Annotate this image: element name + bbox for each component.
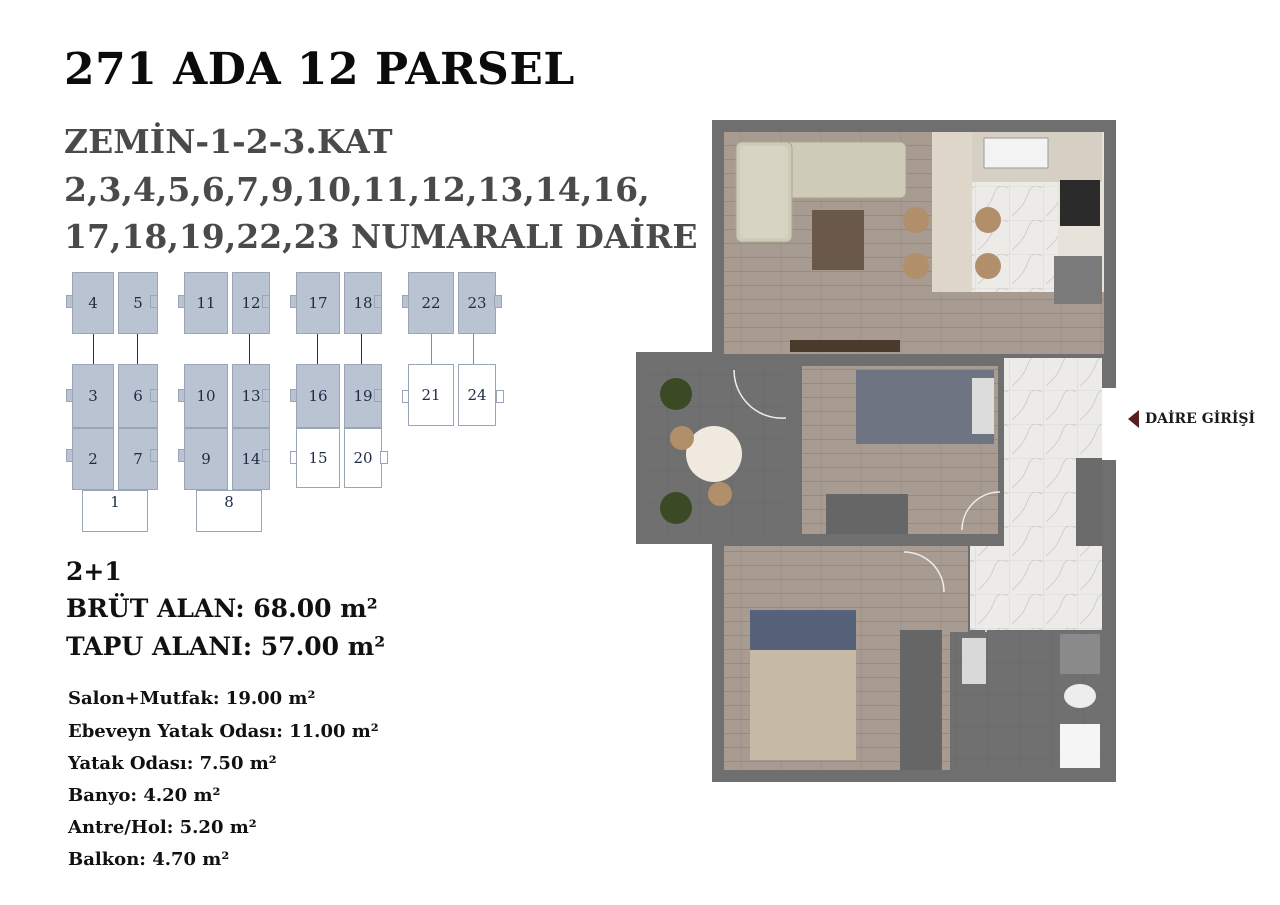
shower xyxy=(1060,724,1100,768)
stool-2 xyxy=(903,253,929,279)
entrance-door xyxy=(1102,388,1116,460)
unit-22[interactable]: 22 xyxy=(408,272,454,334)
room-area-bedroom: Yatak Odası: 7.50 m² xyxy=(68,753,277,774)
page-title: 271 ADA 12 PARSEL xyxy=(64,44,575,95)
washbasin xyxy=(962,638,986,684)
stool-4 xyxy=(975,253,1001,279)
unit-18[interactable]: 18 xyxy=(344,272,382,334)
unit-2[interactable]: 2 xyxy=(72,428,114,490)
unit-16[interactable]: 16 xyxy=(296,364,340,428)
cooktop xyxy=(1060,180,1100,226)
unit-21[interactable]: 21 xyxy=(408,364,454,426)
floor-plan xyxy=(636,118,1118,784)
stool-3 xyxy=(975,207,1001,233)
unit-20[interactable]: 20 xyxy=(344,428,382,488)
toilet xyxy=(1064,684,1096,708)
unit-12[interactable]: 12 xyxy=(232,272,270,334)
balcony-table xyxy=(686,426,742,482)
sink xyxy=(984,138,1048,168)
plant-2 xyxy=(660,492,692,524)
unit-type: 2+1 xyxy=(66,557,122,586)
entrance-arrow-icon xyxy=(1128,410,1139,428)
room-area-master-bedroom: Ebeveyn Yatak Odası: 11.00 m² xyxy=(68,721,379,742)
floors-label: ZEMİN-1-2-3.KAT xyxy=(64,122,393,161)
tv-unit xyxy=(790,340,900,352)
key-plan xyxy=(0,0,520,545)
unit-6[interactable]: 6 xyxy=(118,364,158,428)
unit-5[interactable]: 5 xyxy=(118,272,158,334)
unit-8[interactable]: 8 xyxy=(196,490,262,532)
plant-1 xyxy=(660,378,692,410)
deed-area: TAPU ALANI: 57.00 m² xyxy=(66,632,386,661)
coffee-table xyxy=(812,210,864,270)
fridge xyxy=(1054,256,1102,304)
unit-11[interactable]: 11 xyxy=(184,272,228,334)
unit-17[interactable]: 17 xyxy=(296,272,340,334)
unit-14[interactable]: 14 xyxy=(232,428,270,490)
unit-23[interactable]: 23 xyxy=(458,272,496,334)
unit-3[interactable]: 3 xyxy=(72,364,114,428)
unit-13[interactable]: 13 xyxy=(232,364,270,428)
unit-15[interactable]: 15 xyxy=(296,428,340,488)
unit-1[interactable]: 1 xyxy=(82,490,148,532)
unit-4[interactable]: 4 xyxy=(72,272,114,334)
room-area-bathroom: Banyo: 4.20 m² xyxy=(68,785,221,806)
unit-9[interactable]: 9 xyxy=(184,428,228,490)
room-area-hall: Antre/Hol: 5.20 m² xyxy=(68,817,257,838)
unit-19[interactable]: 19 xyxy=(344,364,382,428)
unit-7[interactable]: 7 xyxy=(118,428,158,490)
wardrobe xyxy=(826,494,908,534)
room-area-living-kitchen: Salon+Mutfak: 19.00 m² xyxy=(68,688,316,709)
room-area-balcony: Balkon: 4.70 m² xyxy=(68,849,230,870)
unit-10[interactable]: 10 xyxy=(184,364,228,428)
wardrobe-2 xyxy=(900,630,942,770)
entrance-label: DAİRE GİRİŞİ xyxy=(1128,410,1255,428)
unit-numbers-line-2: 17,18,19,22,23 NUMARALI DAİRE xyxy=(64,217,698,256)
stool-1 xyxy=(903,207,929,233)
unit-24[interactable]: 24 xyxy=(458,364,496,426)
unit-numbers-line-1: 2,3,4,5,6,7,9,10,11,12,13,14,16, xyxy=(64,170,650,209)
gross-area: BRÜT ALAN: 68.00 m² xyxy=(66,594,378,623)
